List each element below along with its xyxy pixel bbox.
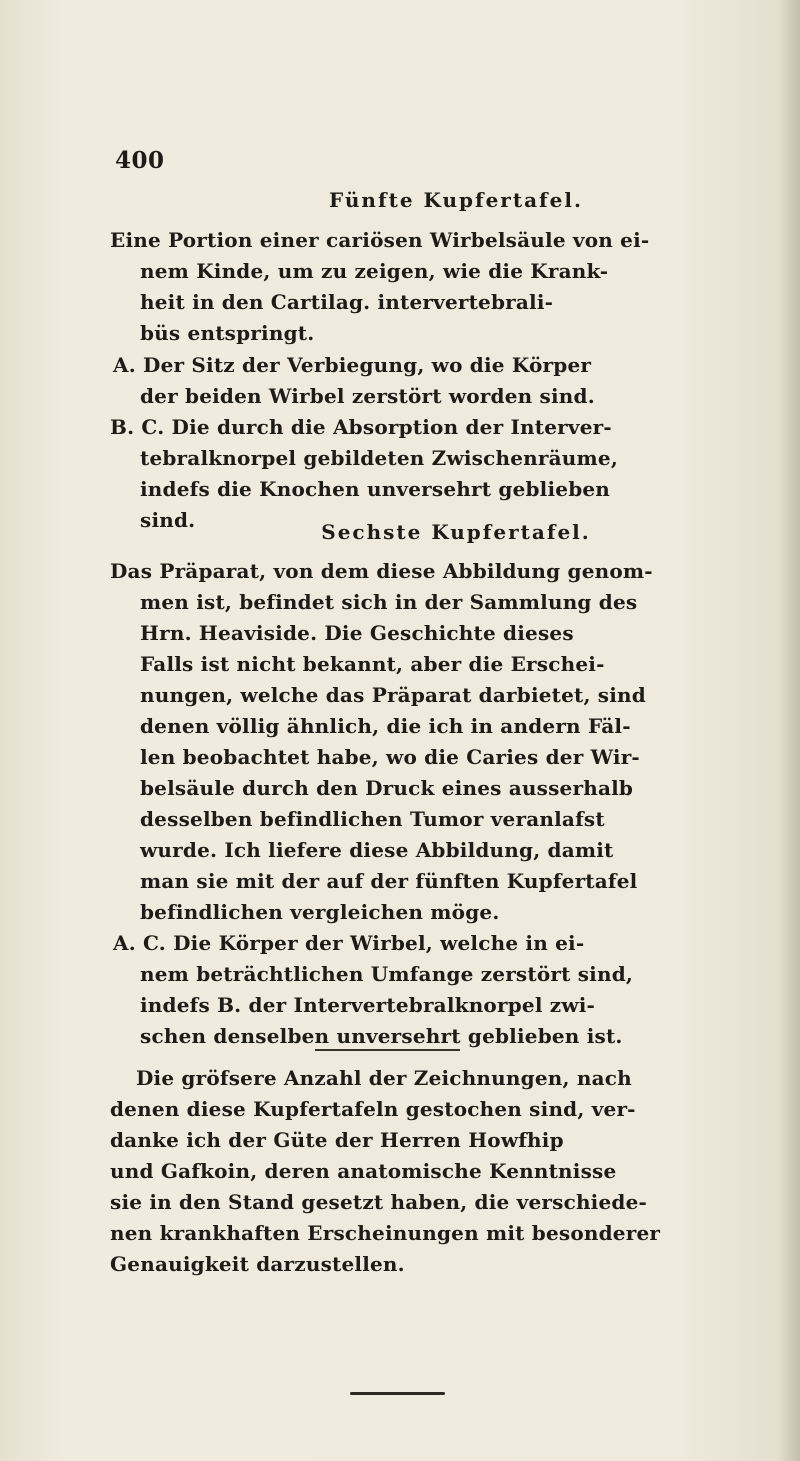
- text-line: befindlichen vergleichen möge.: [140, 900, 500, 924]
- text-line: Falls ist nicht bekannt, aber die Erschei-: [140, 652, 605, 676]
- end-ornament-rule: [350, 1392, 445, 1395]
- text-line: Eine Portion einer cariösen Wirbelsäule von ei-: [110, 228, 650, 252]
- text-line: nen krankhaften Erscheinungen mit besonderer: [110, 1221, 661, 1245]
- text-line: Die gröfsere Anzahl der Zeichnungen, nach: [136, 1066, 632, 1090]
- text-line: indefs die Knochen unversehrt geblieben: [140, 477, 611, 501]
- text-line: Genauigkeit darzustellen.: [110, 1252, 405, 1276]
- text-line: indefs B. der Intervertebralknorpel zwi-: [140, 993, 596, 1017]
- page-number: 400: [115, 147, 165, 174]
- plate-six-heading: Sechste Kupfertafel.: [321, 520, 591, 544]
- text-line: len beobachtet habe, wo die Caries der Wir-: [140, 745, 640, 769]
- text-line: schen denselben unversehrt geblieben ist.: [140, 1024, 623, 1048]
- text-line: tebralknorpel gebildeten Zwischenräume,: [140, 446, 618, 470]
- text-line: desselben befindlichen Tumor veranlafst: [140, 807, 605, 831]
- section-divider: [315, 1049, 460, 1051]
- text-line: man sie mit der auf der fünften Kupfertafel: [140, 869, 638, 893]
- plate-five-heading: Fünfte Kupfertafel.: [329, 188, 583, 212]
- text-line: nem Kinde, um zu zeigen, wie die Krank-: [140, 259, 609, 283]
- text-line: sind.: [140, 508, 196, 532]
- text-line: und Gafkoin, deren anatomische Kenntnisse: [110, 1159, 617, 1183]
- text-line: büs entspringt.: [140, 321, 315, 345]
- text-line: denen diese Kupfertafeln gestochen sind, ver-: [110, 1097, 636, 1121]
- text-line: danke ich der Güte der Herren Howfhip: [110, 1128, 564, 1152]
- text-line: Hrn. Heaviside. Die Geschichte dieses: [140, 621, 574, 645]
- text-line: nem beträchtlichen Umfange zerstört sind,: [140, 962, 634, 986]
- text-line: belsäule durch den Druck eines ausserhalb: [140, 776, 634, 800]
- text-line: heit in den Cartilag. intervertebrali-: [140, 290, 554, 314]
- text-line: wurde. Ich liefere diese Abbildung, damit: [140, 838, 614, 862]
- text-line: der beiden Wirbel zerstört worden sind.: [140, 384, 595, 408]
- text-line: men ist, befindet sich in der Sammlung des: [140, 590, 638, 614]
- text-line: sie in den Stand gesetzt haben, die verschiede-: [110, 1190, 648, 1214]
- text-line: Das Präparat, von dem diese Abbildung genom-: [110, 559, 653, 583]
- text-line: denen völlig ähnlich, die ich in andern Fäl-: [140, 714, 631, 738]
- page-edge-shadow: [778, 0, 800, 1461]
- text-line: B. C. Die durch die Absorption der Interver-: [110, 415, 612, 439]
- text-line: A. C. Die Körper der Wirbel, welche in ei-: [113, 931, 585, 955]
- text-line: nungen, welche das Präparat darbietet, sind: [140, 683, 646, 707]
- text-line: A. Der Sitz der Verbiegung, wo die Körper: [113, 353, 592, 377]
